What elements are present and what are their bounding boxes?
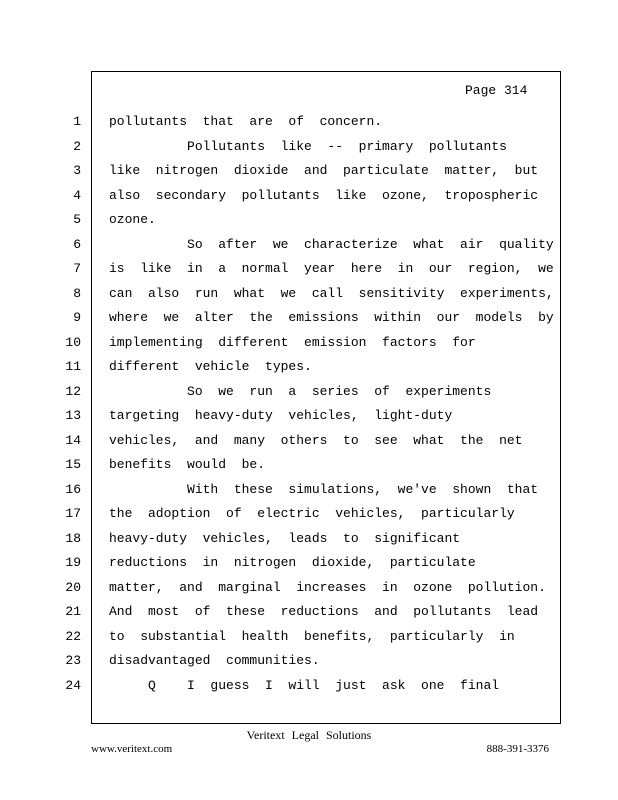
line-text: heavy-duty vehicles, leads to significant <box>109 531 461 546</box>
line-text: With these simulations, we've shown that <box>109 482 539 497</box>
line-text: reductions in nitrogen dioxide, particulate <box>109 555 476 570</box>
line-number: 2 <box>73 139 81 154</box>
line-text: different vehicle types. <box>109 359 312 374</box>
line-text: is like in a normal year here in our region, we <box>109 261 554 276</box>
line-number: 7 <box>73 261 81 276</box>
line-number: 19 <box>65 555 81 570</box>
footer-website: www.veritext.com <box>91 743 173 755</box>
line-number: 6 <box>73 237 81 252</box>
line-number: 11 <box>65 359 81 374</box>
page-number: Page 314 <box>465 83 528 98</box>
line-number: 15 <box>65 457 81 472</box>
line-number: 18 <box>65 531 81 546</box>
line-text: pollutants that are of concern. <box>109 114 383 129</box>
line-text: vehicles, and many others to see what the net <box>109 433 523 448</box>
line-number: 24 <box>65 678 81 693</box>
line-number: 22 <box>65 629 81 644</box>
line-number: 16 <box>65 482 81 497</box>
line-number: 12 <box>65 384 81 399</box>
line-text: like nitrogen dioxide and particulate matter, but <box>109 163 539 178</box>
footer-company: Veritext Legal Solutions <box>246 728 372 742</box>
footer-phone: 888-391-3376 <box>486 743 549 755</box>
line-text: to substantial health benefits, particularly in <box>109 629 515 644</box>
line-text: So we run a series of experiments <box>109 384 492 399</box>
line-number: 9 <box>73 310 81 325</box>
line-text: implementing different emission factors for <box>109 335 476 350</box>
line-text: targeting heavy-duty vehicles, light-duty <box>109 408 453 423</box>
line-number: 4 <box>73 188 81 203</box>
line-text: also secondary pollutants like ozone, tropospheric <box>109 188 539 203</box>
line-number: 20 <box>65 580 81 595</box>
line-number: 23 <box>65 653 81 668</box>
line-text: where we alter the emissions within our models by <box>109 310 554 325</box>
line-number: 14 <box>65 433 81 448</box>
line-text: So after we characterize what air quality <box>109 237 554 252</box>
line-number: 17 <box>65 506 81 521</box>
line-text: the adoption of electric vehicles, particularly <box>109 506 515 521</box>
line-number: 10 <box>65 335 81 350</box>
line-text: Pollutants like -- primary pollutants <box>109 139 507 154</box>
line-number: 1 <box>73 114 81 129</box>
line-number: 3 <box>73 163 81 178</box>
line-text: matter, and marginal increases in ozone pollution. <box>109 580 546 595</box>
line-number: 5 <box>73 212 81 227</box>
line-text: benefits would be. <box>109 457 266 472</box>
line-text: And most of these reductions and pollutants lead <box>109 604 539 619</box>
line-number: 21 <box>65 604 81 619</box>
line-text: can also run what we call sensitivity experiments, <box>109 286 554 301</box>
line-text: ozone. <box>109 212 156 227</box>
line-number: 8 <box>73 286 81 301</box>
line-text: disadvantaged communities. <box>109 653 320 668</box>
line-number: 13 <box>65 408 81 423</box>
line-text: Q I guess I will just ask one final <box>109 678 500 693</box>
